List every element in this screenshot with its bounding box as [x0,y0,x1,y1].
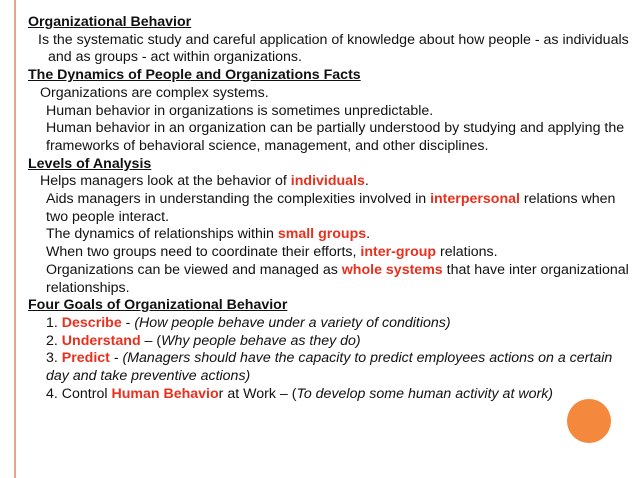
goal-4 [28,386,634,404]
heading-dynamics: The Dynamics of People and Organizations Facts [28,67,361,84]
highlight-individuals: individuals [290,173,365,190]
highlight-inter-group: inter-group [360,244,437,261]
goal-1 [28,315,634,333]
levels-line-3 [28,226,634,244]
dynamics-line-1: Organizations are complex systems. [40,84,269,101]
levels-line-4-end: relations. [436,244,498,261]
highlight-small-groups: small groups [277,226,367,243]
goal-2-description: Why people behave as they do) [161,332,361,349]
goal-2-separator: – ( [140,332,162,349]
goal-4-prefix: 4. Control [46,385,112,402]
highlight-interpersonal: interpersonal [430,191,520,208]
slide-content [28,14,634,403]
goal-3 [28,350,634,385]
goal-1-description: (How people behave under a variety of conditions) [134,314,451,331]
levels-line-4 [28,244,634,262]
goal-4-middle: r at Work – ( [218,385,297,402]
goal-1-number: 1. [46,314,62,331]
levels-line-1 [28,173,634,191]
levels-line-5-end: that have inter organizational relationships. [46,261,629,296]
heading-four-goals: Four Goals of Organizational Behavior [28,297,288,314]
levels-line-1-end: . [364,173,369,190]
levels-line-5-text: Organizations can be viewed and managed as [46,261,342,278]
goal-3-number: 3. [46,350,62,367]
levels-line-5 [28,262,634,297]
levels-line-2-text: Aids managers in understanding the complexities involved in [46,191,431,208]
org-behavior-definition: Is the systematic study and careful application of knowledge about how people - as individuals and as groups - act within organizations. [38,31,629,66]
levels-line-2 [28,191,634,226]
goal-2-understand: Understand [61,332,141,349]
levels-line-1-text: Helps managers look at the behavior of [40,173,291,190]
levels-line-4-text: When two groups need to coordinate their efforts, [46,244,361,261]
goal-3-predict: Predict [61,350,110,367]
highlight-whole-systems: whole systems [341,261,443,278]
goal-1-separator: - [121,314,135,331]
goal-3-description: (Managers should have the capacity to predict employees actions on a certain day and take preventive actions) [46,350,613,385]
left-border-line [14,0,16,478]
orange-circle-decoration [567,399,611,443]
levels-line-2-end: relations when two people interact. [46,191,616,225]
dynamics-line-3: Human behavior in an organization can be partially understood by studying and applying the frameworks of behavioral science, management, and other disciplines. [46,120,625,154]
goal-4-human-behavior: Human Behavio [111,385,219,402]
goal-2-number: 2. [46,332,62,349]
dynamics-line-2: Human behavior in organizations is sometimes unpredictable. [46,102,434,119]
goal-3-separator: - [109,350,123,367]
goal-4-description: To develop some human activity at work) [296,385,554,402]
levels-line-3-end: . [366,226,371,243]
levels-line-3-text: The dynamics of relationships within [46,226,278,243]
goal-2 [28,333,634,351]
goal-1-describe: Describe [61,314,122,331]
heading-levels-of-analysis: Levels of Analysis [28,155,152,172]
heading-organizational-behavior: Organizational Behavior [28,14,192,30]
